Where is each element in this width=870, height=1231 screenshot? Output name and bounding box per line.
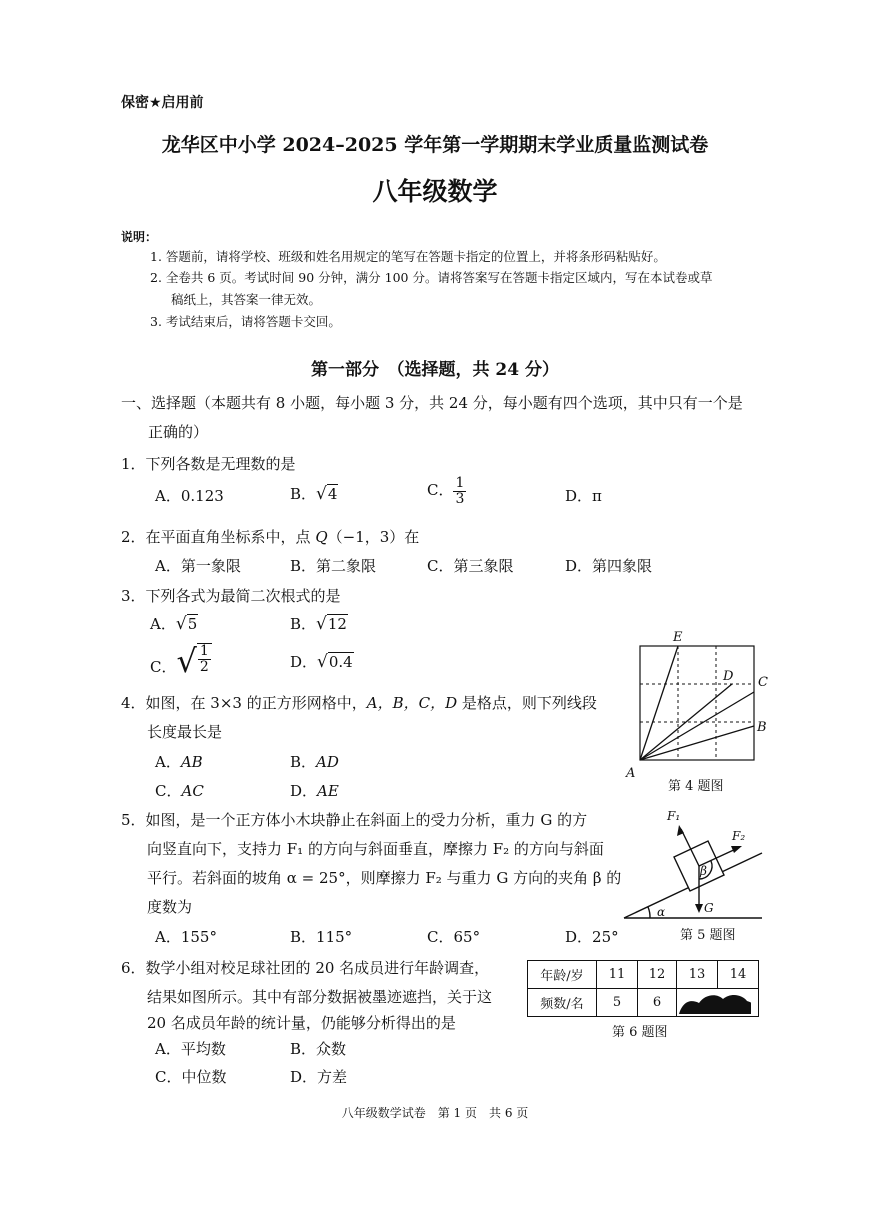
q5-caption: 第 5 题图 [680, 928, 736, 943]
question-6-stem-cont: 20 名成员年龄的统计量，仍能够分析得出的是 [147, 1014, 456, 1032]
table-cell: 13 [677, 961, 718, 989]
q6-option-d: D．方差 [290, 1068, 348, 1086]
table-row [528, 989, 759, 1017]
q3-option-a: A． √ 5 [150, 614, 198, 634]
table-row [528, 961, 759, 989]
q5-option-a: A．155° [155, 928, 217, 946]
question-2-stem: 2．在平面直角坐标系中，点 Q（−1，3）在 [121, 528, 420, 546]
confidential-mark: 保密★启用前 [121, 95, 204, 111]
table-cell: 14 [718, 961, 759, 989]
q5-option-c: C．65° [427, 928, 481, 946]
q5-option-b: B．115° [290, 928, 353, 946]
label-f1: F₁ [667, 809, 681, 823]
q1-option-b: B． √ 4 [290, 484, 338, 504]
q3-option-b: B． √ 12 [290, 614, 347, 634]
q6-option-a: A．平均数 [155, 1040, 226, 1058]
q4-option-a: A．AB [155, 753, 203, 771]
label-b: B [757, 720, 767, 735]
q1-c-numerator: 1 [455, 475, 465, 491]
ink-blot-cell [677, 989, 759, 1017]
notes-heading: 说明： [121, 230, 158, 244]
q5-option-d: D．25° [565, 928, 619, 946]
question-3-stem: 3．下列各式为最简二次根式的是 [121, 587, 341, 605]
q2-option-a: A．第一象限 [155, 557, 241, 575]
exam-subject: 八年级数学 [372, 177, 498, 206]
table-cell: 12 [638, 961, 677, 989]
question-5-stem-cont: 度数为 [147, 898, 193, 916]
q1-option-d: D．π [565, 487, 602, 505]
exam-title: 龙华区中小学 2024–2025 学年第一学期期末学业质量监测试卷 [161, 134, 709, 156]
note-item: 2. 全卷共 6 页。考试时间 90 分钟，满分 100 分。请将答案写在答题卡指定区域内，写在本试卷或草 [150, 270, 713, 285]
question-4-stem: 4．如图，在 3×3 的正方形网格中，A，B，C，D 是格点，则下列线段 [121, 694, 597, 712]
label-d: D [723, 669, 734, 684]
q4-option-b: B．AD [290, 753, 339, 771]
q6-option-b: B．众数 [290, 1040, 347, 1058]
q4-grid-figure [620, 628, 780, 798]
q1-option-c: C． $\frac{1}{3}$ [427, 475, 465, 507]
q2-option-b: B．第二象限 [290, 557, 377, 575]
q3-option-c: C． √ $\frac{1}{2}$ [150, 643, 212, 679]
question-5-stem-cont: 平行。若斜面的坡角 α = 25°，则摩擦力 F₂ 与重力 G 方向的夹角 β 的 [147, 869, 622, 887]
q3-option-d: D． √ 0.4 [290, 652, 353, 672]
question-5-stem-cont: 向竖直向下，支持力 F₁ 的方向与斜面垂直，摩擦力 F₂ 的方向与斜面 [147, 840, 604, 858]
section-heading-cont: 正确的） [148, 423, 209, 441]
question-4-stem-cont: 长度最长是 [147, 723, 223, 741]
table-cell: 5 [597, 989, 638, 1017]
question-1-stem: 1．下列各数是无理数的是 [121, 455, 296, 473]
label-g: G [704, 901, 714, 915]
question-6-stem: 6．数学小组对校足球社团的 20 名成员进行年龄调查， [121, 959, 490, 977]
question-6-stem-cont: 结果如图所示。其中有部分数据被墨迹遮挡，关于这 [147, 988, 493, 1006]
q1-option-a: A．0.123 [155, 487, 224, 505]
q6-caption: 第 6 题图 [612, 1025, 668, 1040]
question-5-stem: 5．如图，是一个正方体小木块静止在斜面上的受力分析，重力 G 的方 [121, 811, 588, 829]
table-header-cell: 年龄/岁 [528, 961, 597, 989]
q4-option-d: D．AE [290, 782, 339, 800]
table-header-cell: 频数/名 [528, 989, 597, 1017]
note-item: 稿纸上，其答案一律无效。 [171, 292, 322, 307]
ink-blot [677, 989, 751, 1016]
q6-age-table [527, 960, 759, 1017]
note-item: 3. 考试结束后，请将答题卡交回。 [150, 314, 341, 329]
q5-incline-figure [620, 805, 768, 945]
page-footer: 八年级数学试卷 第 1 页 共 6 页 [341, 1106, 529, 1120]
q2-option-c: C．第三象限 [427, 557, 514, 575]
table-cell: 11 [597, 961, 638, 989]
label-f2: F₂ [732, 829, 746, 843]
label-beta: β [700, 864, 707, 878]
q2-option-d: D．第四象限 [565, 557, 653, 575]
label-c: C [758, 675, 768, 690]
q4-caption: 第 4 题图 [668, 779, 724, 794]
part-heading: 第一部分 （选择题，共 24 分） [311, 360, 559, 380]
label-e: E [673, 630, 683, 645]
note-item: 1. 答题前，请将学校、班级和姓名用规定的笔写在答题卡指定的位置上，并将条形码粘贴好。 [150, 249, 666, 264]
q1-c-denominator: 3 [455, 490, 465, 507]
label-a: A [626, 766, 636, 781]
table-cell: 6 [638, 989, 677, 1017]
q4-option-c: C．AC [155, 782, 204, 800]
q6-option-c: C．中位数 [155, 1068, 227, 1086]
section-heading: 一、选择题（本题共有 8 小题，每小题 3 分，共 24 分，每小题有四个选项，其中只有一个是 [121, 394, 743, 412]
q1-b-radicand: 4 [327, 485, 338, 503]
label-alpha: α [657, 905, 666, 919]
